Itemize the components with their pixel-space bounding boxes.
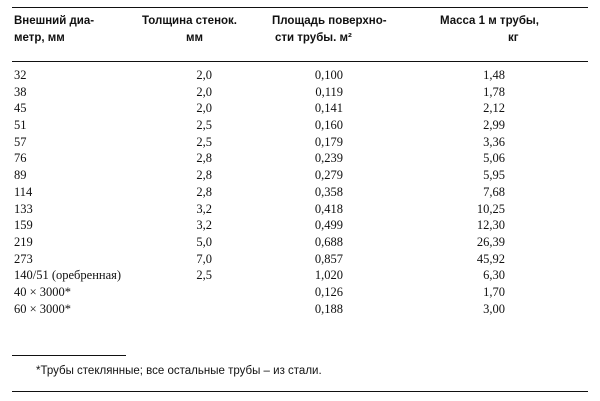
cell-wall-thickness: 2,0 <box>196 68 212 82</box>
cell-outer-diameter: 51 <box>14 118 27 133</box>
cell-outer-diameter: 40 × 3000* <box>14 284 72 299</box>
cell-wall-thickness: 3,2 <box>196 218 212 233</box>
cell-wall-thickness: 2,0 <box>196 101 212 116</box>
top-rule <box>12 7 588 8</box>
header-mass-per-meter-line-2: кг <box>508 32 519 44</box>
header-surface-area-line-1: Площадь поверхно- <box>272 15 387 27</box>
cell-surface-area: 1,020 <box>314 268 343 283</box>
cell-surface-area: 0,141 <box>314 101 343 116</box>
cell-mass-per-meter: 1,78 <box>483 84 505 99</box>
header-outer-diameter-line-2: метр, мм <box>14 32 65 44</box>
cell-wall-thickness: 2,0 <box>196 84 212 99</box>
cell-mass-per-meter: 12,30 <box>476 218 505 233</box>
cell-surface-area: 0,179 <box>314 134 343 149</box>
cell-mass-per-meter: 2,99 <box>483 118 505 133</box>
cell-mass-per-meter: 7,68 <box>483 184 505 199</box>
cell-outer-diameter: 38 <box>14 84 27 99</box>
table-row <box>0 284 600 301</box>
cell-wall-thickness: 5,0 <box>196 234 212 249</box>
cell-surface-area: 0,188 <box>314 301 343 316</box>
table-row <box>0 67 600 84</box>
cell-outer-diameter: 219 <box>14 234 33 249</box>
header-mass-per-meter-line-1: Масса 1 м трубы, <box>440 15 539 27</box>
cell-outer-diameter: 140/51 (оребренная) <box>14 268 122 283</box>
header-wall-thickness <box>142 13 237 47</box>
header-mass-per-meter <box>440 13 539 47</box>
cell-outer-diameter: 60 × 3000* <box>14 301 72 316</box>
cell-wall-thickness: 2,8 <box>196 184 212 199</box>
table-row <box>0 201 600 218</box>
cell-mass-per-meter: 45,92 <box>476 251 505 266</box>
cell-mass-per-meter: 3,00 <box>483 301 505 316</box>
header-outer-diameter <box>14 13 94 47</box>
table-row <box>0 117 600 134</box>
header-surface-area-line-2: сти трубы. м² <box>275 32 352 44</box>
cell-wall-thickness: 2,5 <box>196 134 212 149</box>
table-row <box>0 184 600 201</box>
footnote-text: *Трубы стеклянные; все остальные трубы – из стали. <box>36 365 322 377</box>
cell-surface-area: 0,160 <box>314 118 343 133</box>
cell-outer-diameter: 114 <box>14 184 33 199</box>
table-row <box>0 234 600 251</box>
cell-mass-per-meter: 3,36 <box>483 134 505 149</box>
cell-outer-diameter: 159 <box>14 218 33 233</box>
cell-mass-per-meter: 2,12 <box>483 101 505 116</box>
cell-wall-thickness: 3,2 <box>196 201 212 216</box>
table-row <box>0 134 600 151</box>
cell-surface-area: 0,499 <box>314 218 343 233</box>
cell-outer-diameter: 45 <box>14 101 27 116</box>
footnote-rule <box>12 355 126 356</box>
cell-wall-thickness: 2,8 <box>196 151 212 166</box>
header-wall-thickness-line-1: Толщина стенок. <box>142 15 237 27</box>
table-row <box>0 167 600 184</box>
cell-mass-per-meter: 26,39 <box>476 234 505 249</box>
cell-surface-area: 0,126 <box>314 284 343 299</box>
cell-surface-area: 0,688 <box>314 234 343 249</box>
cell-outer-diameter: 89 <box>14 168 27 183</box>
table-row <box>0 267 600 284</box>
table-row <box>0 251 600 268</box>
cell-mass-per-meter: 6,30 <box>483 268 505 283</box>
header-wall-thickness-line-2: мм <box>186 32 204 44</box>
cell-surface-area: 0,857 <box>314 251 343 266</box>
table-row <box>0 84 600 101</box>
cell-mass-per-meter: 5,06 <box>483 151 505 166</box>
table-row <box>0 301 600 318</box>
cell-outer-diameter: 133 <box>14 201 33 216</box>
cell-wall-thickness: 7,0 <box>196 251 212 266</box>
cell-outer-diameter: 32 <box>14 68 27 82</box>
header-surface-area <box>272 13 387 47</box>
header-rule <box>12 61 588 62</box>
cell-surface-area: 0,279 <box>314 168 343 183</box>
cell-surface-area: 0,100 <box>314 68 343 82</box>
cell-mass-per-meter: 1,70 <box>483 284 505 299</box>
header-outer-diameter-line-1: Внешний диа- <box>14 15 95 27</box>
cell-wall-thickness: 2,5 <box>196 268 212 283</box>
table-row <box>0 150 600 167</box>
cell-surface-area: 0,119 <box>315 84 343 99</box>
cell-surface-area: 0,418 <box>314 201 343 216</box>
table-body <box>0 67 600 317</box>
cell-mass-per-meter: 10,25 <box>476 201 505 216</box>
cell-mass-per-meter: 1,48 <box>483 68 505 82</box>
table-row <box>0 100 600 117</box>
cell-outer-diameter: 57 <box>14 134 27 149</box>
cell-outer-diameter: 273 <box>14 251 33 266</box>
bottom-rule <box>12 391 588 392</box>
cell-wall-thickness: 2,5 <box>196 118 212 133</box>
cell-mass-per-meter: 5,95 <box>483 168 505 183</box>
cell-outer-diameter: 76 <box>14 151 27 166</box>
cell-wall-thickness: 2,8 <box>196 168 212 183</box>
cell-surface-area: 0,239 <box>314 151 343 166</box>
cell-surface-area: 0,358 <box>314 184 343 199</box>
table-row <box>0 217 600 234</box>
